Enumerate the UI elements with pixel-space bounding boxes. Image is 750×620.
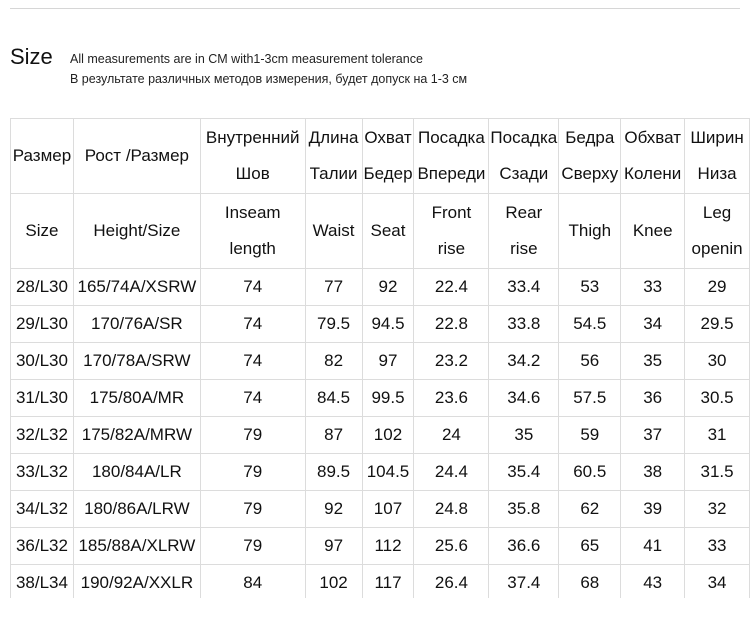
table-cell: 36	[621, 380, 685, 417]
table-cell: 34	[685, 565, 750, 599]
header-cell-label	[414, 120, 488, 192]
table-cell: 99.5	[362, 380, 414, 417]
header-cell	[362, 119, 414, 194]
size-table-container	[10, 118, 750, 598]
table-cell: 34	[621, 306, 685, 343]
table-cell: 33	[621, 269, 685, 306]
table-cell: 29.5	[685, 306, 750, 343]
table-cell: 30.5	[685, 380, 750, 417]
table-cell: 31	[685, 417, 750, 454]
table-cell: 36/L32	[11, 528, 74, 565]
size-title: Size	[10, 44, 53, 69]
table-cell: 35.4	[489, 454, 559, 491]
header-cell	[685, 194, 750, 269]
table-cell: 24	[414, 417, 489, 454]
table-cell: 36.6	[489, 528, 559, 565]
table-cell: 41	[621, 528, 685, 565]
header-text: Посадка	[418, 128, 485, 147]
header-cell	[621, 194, 685, 269]
tolerance-note-ru: В результате различных методов измерения, будет допуск на 1-3 см	[70, 72, 468, 86]
table-cell: 190/92A/XXLR	[73, 565, 200, 599]
table-cell: 54.5	[559, 306, 621, 343]
header-cell	[200, 194, 305, 269]
table-cell: 60.5	[559, 454, 621, 491]
table-cell: 107	[362, 491, 414, 528]
header-text: length	[229, 239, 276, 258]
header-cell	[305, 119, 362, 194]
header-text: Size	[25, 221, 59, 240]
header-text: Низа	[697, 164, 737, 183]
header-cell-label	[559, 213, 620, 249]
table-row	[11, 454, 750, 491]
header-cell	[414, 194, 489, 269]
header-text: Обхват	[624, 128, 681, 147]
table-cell: 32	[685, 491, 750, 528]
table-cell: 35	[621, 343, 685, 380]
header-cell-label	[559, 120, 620, 192]
header-cell	[11, 194, 74, 269]
header-cell-label	[11, 213, 73, 249]
header-text: openin	[691, 239, 743, 258]
table-cell: 39	[621, 491, 685, 528]
table-cell: 24.8	[414, 491, 489, 528]
header-text: Seat	[370, 221, 406, 240]
table-cell: 112	[362, 528, 414, 565]
table-cell: 74	[200, 343, 305, 380]
header-cell	[362, 194, 414, 269]
header-cell	[73, 119, 200, 194]
header-row-en	[11, 194, 750, 269]
table-cell: 22.8	[414, 306, 489, 343]
table-cell: 24.4	[414, 454, 489, 491]
table-cell: 82	[305, 343, 362, 380]
table-cell: 104.5	[362, 454, 414, 491]
table-cell: 102	[305, 565, 362, 599]
table-cell: 62	[559, 491, 621, 528]
table-cell: 23.6	[414, 380, 489, 417]
header-cell-label	[363, 213, 414, 249]
table-cell: 43	[621, 565, 685, 599]
header-cell	[621, 119, 685, 194]
table-cell: 185/88A/XLRW	[73, 528, 200, 565]
header-text: Thigh	[568, 221, 612, 240]
table-cell: 84	[200, 565, 305, 599]
header-cell-label	[621, 213, 684, 249]
table-cell: 175/80A/MR	[73, 380, 200, 417]
header-text: Ширин	[690, 128, 744, 147]
table-cell: 37	[621, 417, 685, 454]
header-text: Height/Size	[93, 221, 181, 240]
table-cell: 94.5	[362, 306, 414, 343]
table-cell: 33/L32	[11, 454, 74, 491]
header-row-ru	[11, 119, 750, 194]
table-cell: 79	[200, 417, 305, 454]
table-cell: 180/84A/LR	[73, 454, 200, 491]
header-cell	[489, 119, 559, 194]
table-cell: 79	[200, 528, 305, 565]
table-cell: 53	[559, 269, 621, 306]
table-cell: 25.6	[414, 528, 489, 565]
table-row	[11, 343, 750, 380]
table-cell: 35.8	[489, 491, 559, 528]
header-cell	[559, 119, 621, 194]
header-cell-label	[201, 195, 305, 267]
header-text: Сверху	[561, 164, 619, 183]
table-row	[11, 269, 750, 306]
table-cell: 30	[685, 343, 750, 380]
header-text: rise	[510, 239, 538, 258]
size-chart-table	[10, 118, 750, 598]
table-row	[11, 528, 750, 565]
header-cell-label	[306, 120, 362, 192]
header-text: Knee	[632, 221, 673, 240]
header-cell-label	[11, 138, 73, 174]
header-text: Waist	[312, 221, 355, 240]
header-text: Охват	[364, 128, 412, 147]
header-text: Внутренний	[205, 128, 300, 147]
table-cell: 170/78A/SRW	[73, 343, 200, 380]
header-text: Inseam	[224, 203, 281, 222]
table-row	[11, 565, 750, 599]
table-row	[11, 380, 750, 417]
header-cell	[11, 119, 74, 194]
header-text: Шов	[235, 164, 270, 183]
table-cell: 79	[200, 491, 305, 528]
header-cell-label	[621, 120, 684, 192]
table-row	[11, 491, 750, 528]
header-cell-label	[306, 213, 362, 249]
table-cell: 31/L30	[11, 380, 74, 417]
tolerance-note-en: All measurements are in CM with1-3cm measurement tolerance	[70, 52, 423, 66]
table-cell: 79	[200, 454, 305, 491]
header-cell	[200, 119, 305, 194]
header-text: rise	[437, 239, 466, 258]
table-cell: 170/76A/SR	[73, 306, 200, 343]
table-cell: 84.5	[305, 380, 362, 417]
table-cell: 117	[362, 565, 414, 599]
table-cell: 34.2	[489, 343, 559, 380]
header-cell-label	[74, 138, 200, 174]
table-cell: 79.5	[305, 306, 362, 343]
header-text: Leg	[702, 203, 732, 222]
table-cell: 30/L30	[11, 343, 74, 380]
table-cell: 34/L32	[11, 491, 74, 528]
table-cell: 165/74A/XSRW	[73, 269, 200, 306]
table-cell: 56	[559, 343, 621, 380]
table-cell: 38	[621, 454, 685, 491]
header-text: Размер	[12, 146, 72, 165]
header-cell-label	[201, 120, 305, 192]
header-text: Талии	[309, 164, 358, 183]
table-cell: 87	[305, 417, 362, 454]
header-text: Посадка	[490, 128, 558, 147]
header-text: Рост /Размер	[84, 146, 189, 165]
header-text: Бедра	[565, 128, 615, 147]
table-row	[11, 417, 750, 454]
table-cell: 59	[559, 417, 621, 454]
header-cell-label	[489, 195, 558, 267]
header-cell-label	[363, 120, 414, 192]
header-cell-label	[489, 120, 558, 192]
table-cell: 33	[685, 528, 750, 565]
header-text: Сзади	[499, 164, 549, 183]
header-text: Rear	[505, 203, 543, 222]
header-cell	[305, 194, 362, 269]
header-cell-label	[414, 195, 488, 267]
size-header	[10, 44, 740, 94]
table-cell: 29/L30	[11, 306, 74, 343]
table-cell: 97	[362, 343, 414, 380]
table-cell: 22.4	[414, 269, 489, 306]
header-text: Длина	[308, 128, 359, 147]
header-cell	[559, 194, 621, 269]
top-divider	[10, 8, 740, 9]
table-cell: 33.4	[489, 269, 559, 306]
table-cell: 74	[200, 269, 305, 306]
header-text: Бедер	[363, 164, 413, 183]
header-text: Впереди	[417, 164, 486, 183]
table-cell: 33.8	[489, 306, 559, 343]
header-cell-label	[685, 120, 749, 192]
table-cell: 180/86A/LRW	[73, 491, 200, 528]
header-cell	[73, 194, 200, 269]
table-cell: 26.4	[414, 565, 489, 599]
table-cell: 29	[685, 269, 750, 306]
table-cell: 23.2	[414, 343, 489, 380]
table-cell: 31.5	[685, 454, 750, 491]
table-cell: 89.5	[305, 454, 362, 491]
table-row	[11, 306, 750, 343]
header-cell-label	[685, 195, 749, 267]
table-cell: 92	[305, 491, 362, 528]
table-cell: 34.6	[489, 380, 559, 417]
table-cell: 57.5	[559, 380, 621, 417]
header-cell	[414, 119, 489, 194]
header-cell-label	[74, 213, 200, 249]
header-cell	[685, 119, 750, 194]
table-cell: 32/L32	[11, 417, 74, 454]
table-cell: 38/L34	[11, 565, 74, 599]
table-cell: 74	[200, 380, 305, 417]
header-text: Колени	[624, 164, 682, 183]
table-cell: 68	[559, 565, 621, 599]
table-cell: 77	[305, 269, 362, 306]
table-cell: 92	[362, 269, 414, 306]
header-cell	[489, 194, 559, 269]
table-cell: 97	[305, 528, 362, 565]
table-cell: 37.4	[489, 565, 559, 599]
table-cell: 102	[362, 417, 414, 454]
table-cell: 175/82A/MRW	[73, 417, 200, 454]
table-cell: 35	[489, 417, 559, 454]
table-cell: 28/L30	[11, 269, 74, 306]
table-cell: 65	[559, 528, 621, 565]
header-text: Front	[431, 203, 472, 222]
table-cell: 74	[200, 306, 305, 343]
